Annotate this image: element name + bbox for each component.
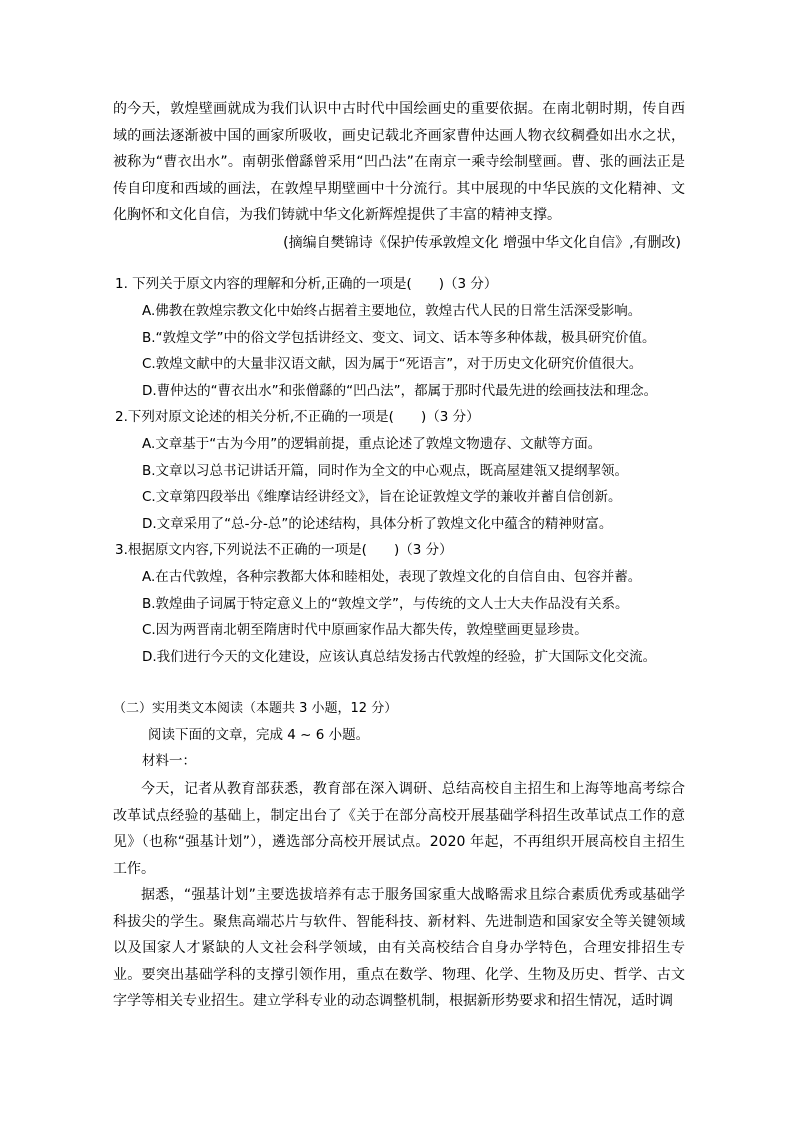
question-1-option-b: B.“敦煌文学”中的俗文学包括讲经文、变文、词文、话本等多种体裁，极具研究价值。 [142,330,656,346]
question-3-option-c: C.因为两晋南北朝至隋唐时代中原画家作品大都失传，敦煌壁画更显珍贵。 [142,622,588,638]
question-2-option-a: A.文章基于“古为今用”的逻辑前提，重点论述了敦煌文物遗存、文献等方面。 [142,436,602,452]
source-note: (摘编自樊锦诗《保护传承敦煌文化 增强中华文化自信》,有删改) [283,235,681,251]
question-1-option-a: A.佛教在敦煌宗教文化中始终占据着主要地位，敦煌古代人民的日常生活深受影响。 [142,303,642,319]
section-heading: （二）实用类文本阅读（本题共 3 小题，12 分） [113,701,398,716]
question-3-stem: 3.根据原文内容,下列说法不正确的一项是( )（3 分） [115,542,453,558]
question-2-stem: 2.下列对原文论述的相关分析,不正确的一项是( )（3 分） [115,409,480,425]
question-2-option-d: D.文章采用了“总-分-总”的论述结构，具体分析了敦煌文化中蕴含的精神财富。 [142,516,613,532]
question-2-option-c: C.文章第四段举出《维摩诘经讲经文》，旨在论证敦煌文学的兼收并蓄自信创新。 [142,489,622,505]
question-2-option-b: B.文章以习总书记讲话开篇，同时作为全文的中心观点，既高屋建瓴又提纲挈领。 [142,463,629,479]
material-label: 材料一： [142,753,196,769]
question-3-option-b: B.敦煌曲子词属于特定意义上的“敦煌文学”，与传统的文人士大夫作品没有关系。 [142,596,629,612]
question-3-option-a: A.在古代敦煌，各种宗教都大体和睦相处，表现了敦煌文化的自信自由、包容并蓄。 [142,569,642,585]
question-1-stem: 1. 下列关于原文内容的理解和分析,正确的一项是( )（3 分） [115,276,498,292]
question-3-option-d: D.我们进行今天的文化建设，应该认真总结发扬古代敦煌的经验，扩大国际文化交流。 [142,649,657,665]
question-1-option-c: C.敦煌文献中的大量非汉语文献，因为属于“死语言”，对于历史文化研究价值很大。 [142,356,643,372]
question-1-option-d: D.曹仲达的“曹衣出水”和张僧繇的“凹凸法”，都属于那时代最先进的绘画技法和理念。 [142,383,658,399]
reading-instruction: 阅读下面的文章，完成 4 ~ 6 小题。 [148,727,370,743]
material-paragraph-2: 据悉，“强基计划”主要选拔培养有志于服务国家重大战略需求且综合素质优秀或基础学科拔尖的学生。聚焦高端芯片与软件、智能科技、新材料、先进制造和国家安全等关键领域以及国家人才紧缺的人文社会科学领域，由有关高校结合自身办学特色，合理安排招生专业。要突出基础学科的支撑引领作用，重点在数学、物理、化学、生物及历史、哲学、古文字学等相关专业招生。建立学科专业的动态调整机制，根据新形势要求和招生情况，适时调 [113,887,685,1009]
intro-paragraph: 的今天，敦煌壁画就成为我们认识中古时代中国绘画史的重要依据。在南北朝时期，传自西域的画法逐渐被中国的画家所吸收，画史记载北齐画家曹仲达画人物衣纹稠叠如出水之状，被称为“曹衣出水”。南朝张僧繇曾采用“凹凸法”在南京一乘寺绘制壁画。曹、张的画法正是传自印度和西域的画法，在敦煌早期壁画中十分流行。其中展现的中华民族的文化精神、文化胸怀和文化自信，为我们铸就中华文化新辉煌提供了丰富的精神支撑。 [113,101,685,223]
material-paragraph-1: 今天，记者从教育部获悉，教育部在深入调研、总结高校自主招生和上海等地高考综合改革试点经验的基础上，制定出台了《关于在部分高校开展基础学科招生改革试点工作的意见》（也称“强基计划”），遴选部分高校开展试点。2020 年起，不再组织开展高校自主招生工作。 [113,781,685,877]
